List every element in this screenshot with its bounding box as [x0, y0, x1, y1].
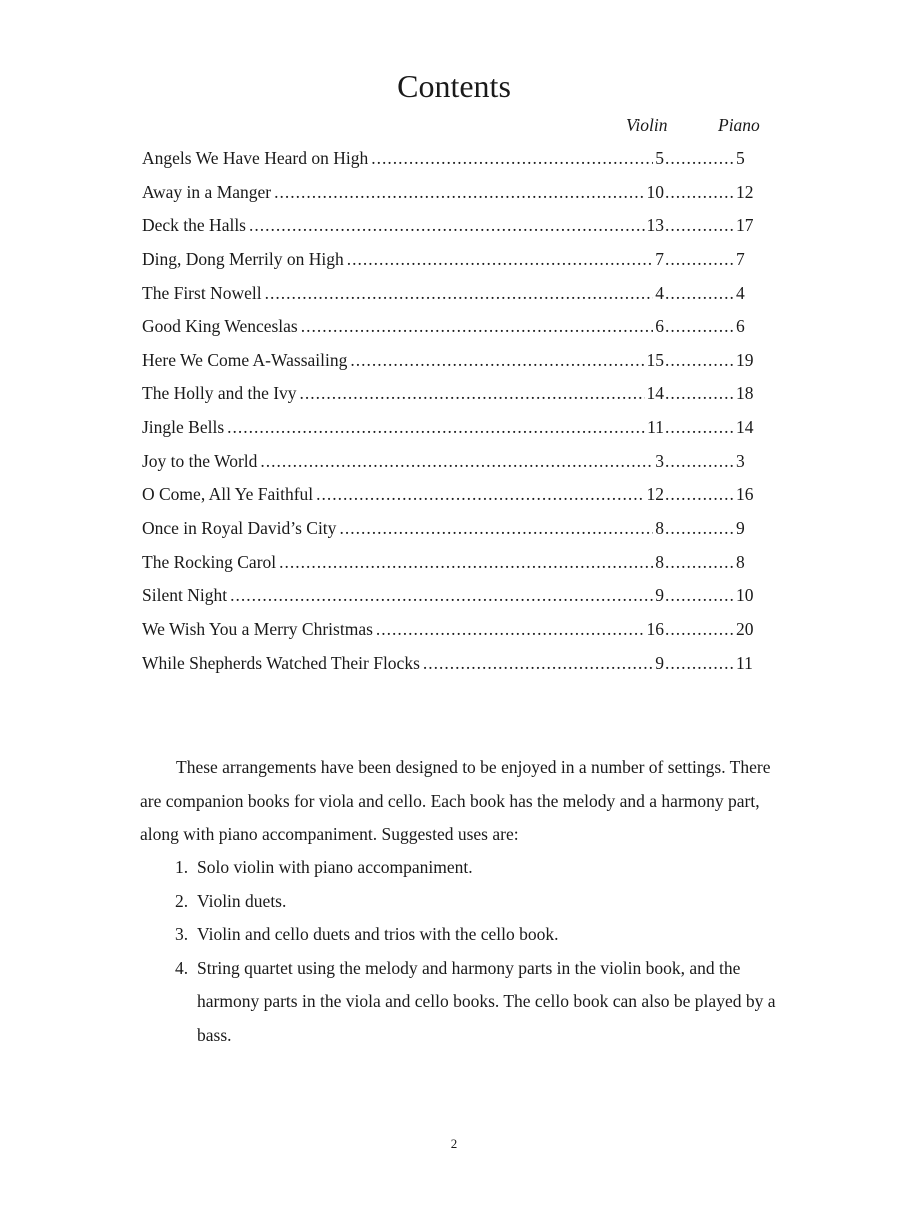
toc-entry-title: Away in a Manger [142, 181, 272, 202]
dot-leader [665, 482, 735, 506]
violin-column-header: Violin [626, 115, 668, 135]
page-title: Contents [397, 68, 511, 104]
dot-leader [274, 180, 644, 204]
piano-page-number: 7 [736, 248, 745, 269]
toc-entry [142, 617, 762, 651]
dot-leader [665, 281, 735, 305]
list-item-text: Violin and cello duets and trios with the cello book. [197, 924, 559, 944]
toc-entry-title: While Shepherds Watched Their Flocks [142, 652, 420, 673]
toc-entry-title: Joy to the World [142, 450, 258, 471]
dot-leader [350, 348, 644, 372]
piano-page-number: 6 [736, 316, 745, 337]
dot-leader [301, 314, 654, 338]
list-item [175, 851, 785, 885]
violin-page-number: 10 [646, 181, 664, 202]
toc-entry-title: Here We Come A-Wassailing [142, 349, 348, 370]
page-number: 2 [450, 1136, 458, 1151]
list-item [175, 952, 785, 1053]
dot-leader [665, 651, 735, 675]
toc-entry [142, 314, 762, 348]
dot-leader [265, 281, 654, 305]
dot-leader [249, 213, 645, 237]
toc-entry [142, 482, 762, 516]
piano-page-number: 17 [736, 215, 754, 236]
list-item-text: String quartet using the melody and harmony parts in the violin book, and the harmony parts in the viola and cello books. The cello book can also be played by a bass. [197, 957, 776, 1045]
piano-page-number: 8 [736, 551, 745, 572]
intro-paragraph [140, 751, 780, 852]
dot-leader [376, 617, 645, 641]
violin-page-number: 6 [655, 316, 664, 337]
dot-leader [423, 651, 653, 675]
toc-entry-title: The Rocking Carol [142, 551, 277, 572]
dot-leader [230, 583, 653, 607]
piano-page-number: 10 [736, 585, 754, 606]
toc-entry [142, 180, 762, 214]
toc-entry [142, 146, 762, 180]
toc-entry [142, 213, 762, 247]
piano-page-number: 19 [736, 349, 754, 370]
list-item-number: 1. [175, 857, 189, 877]
list-item-text: Solo violin with piano accompaniment. [197, 857, 473, 877]
dot-leader [665, 583, 735, 607]
toc-entry [142, 651, 762, 685]
violin-page-number: 3 [655, 450, 664, 471]
toc-entry [142, 247, 762, 281]
dot-leader [339, 516, 653, 540]
intro-text: These arrangements have been designed to be enjoyed in a number of settings. There are companion books for viola and cello. Each book has the melody and a harmony part, along with piano accompaniment. Suggested uses are: [140, 757, 771, 844]
piano-page-number: 9 [736, 518, 745, 539]
toc-entry [142, 348, 762, 382]
toc-entry-title: Silent Night [142, 585, 228, 606]
toc-entry-title: Ding, Dong Merrily on High [142, 248, 344, 269]
dot-leader [300, 381, 645, 405]
piano-column-header: Piano [718, 115, 760, 135]
dot-leader [665, 180, 735, 204]
piano-page-number: 18 [736, 383, 754, 404]
list-item-text: Violin duets. [197, 890, 287, 911]
dot-leader [665, 415, 735, 439]
toc-entry [142, 281, 762, 315]
toc-entry [142, 381, 762, 415]
toc-entry-title: The Holly and the Ivy [142, 383, 297, 404]
toc-entry [142, 449, 762, 483]
violin-page-number: 9 [655, 652, 664, 673]
dot-leader [260, 449, 653, 473]
list-item-number: 4. [175, 957, 189, 978]
dot-leader [347, 247, 654, 271]
list-item [175, 918, 785, 952]
toc-entry-title: Deck the Halls [142, 215, 246, 236]
column-headers [600, 115, 780, 137]
violin-page-number: 9 [655, 585, 664, 606]
violin-page-number: 7 [655, 248, 664, 269]
toc-entry [142, 516, 762, 550]
dot-leader [665, 449, 735, 473]
piano-page-number: 4 [736, 282, 745, 303]
toc-entry-title: The First Nowell [142, 282, 262, 303]
violin-page-number: 8 [655, 551, 664, 572]
violin-page-number: 16 [646, 618, 664, 639]
toc-entry-title: O Come, All Ye Faithful [142, 484, 314, 505]
dot-leader [665, 617, 735, 641]
toc-entry-title: We Wish You a Merry Christmas [142, 618, 373, 639]
violin-page-number: 5 [655, 148, 664, 168]
violin-page-number: 11 [647, 417, 664, 438]
dot-leader [665, 550, 735, 574]
violin-page-number: 15 [646, 349, 664, 370]
suggested-uses-list [175, 851, 785, 1052]
violin-page-number: 12 [646, 484, 664, 505]
dot-leader [665, 213, 735, 237]
violin-page-number: 4 [655, 282, 664, 303]
toc-entry-title: Good King Wenceslas [142, 316, 298, 337]
violin-page-number: 8 [655, 518, 664, 539]
dot-leader [665, 516, 735, 540]
dot-leader [316, 482, 644, 506]
piano-page-number: 12 [736, 181, 754, 202]
dot-leader [279, 550, 653, 574]
toc-entry [142, 415, 762, 449]
piano-page-number: 14 [736, 417, 754, 438]
table-of-contents [142, 146, 762, 684]
dot-leader [665, 146, 735, 170]
toc-entry-title: Jingle Bells [142, 417, 225, 438]
toc-entry-title: Angels We Have Heard on High [142, 148, 369, 168]
dot-leader [227, 415, 645, 439]
violin-page-number: 14 [646, 383, 664, 404]
dot-leader [665, 314, 735, 338]
piano-page-number: 5 [736, 148, 745, 168]
dot-leader [665, 348, 735, 372]
toc-entry [142, 583, 762, 617]
piano-page-number: 16 [736, 484, 754, 505]
list-item-number: 2. [175, 890, 189, 911]
list-item-number: 3. [175, 924, 189, 944]
dot-leader [371, 146, 653, 170]
violin-page-number: 13 [646, 215, 664, 236]
dot-leader [665, 381, 735, 405]
toc-entry [142, 550, 762, 584]
piano-page-number: 20 [736, 618, 754, 639]
list-item [175, 885, 785, 919]
piano-page-number: 11 [736, 652, 753, 673]
piano-page-number: 3 [736, 450, 745, 471]
dot-leader [665, 247, 735, 271]
toc-entry-title: Once in Royal David’s City [142, 518, 337, 539]
